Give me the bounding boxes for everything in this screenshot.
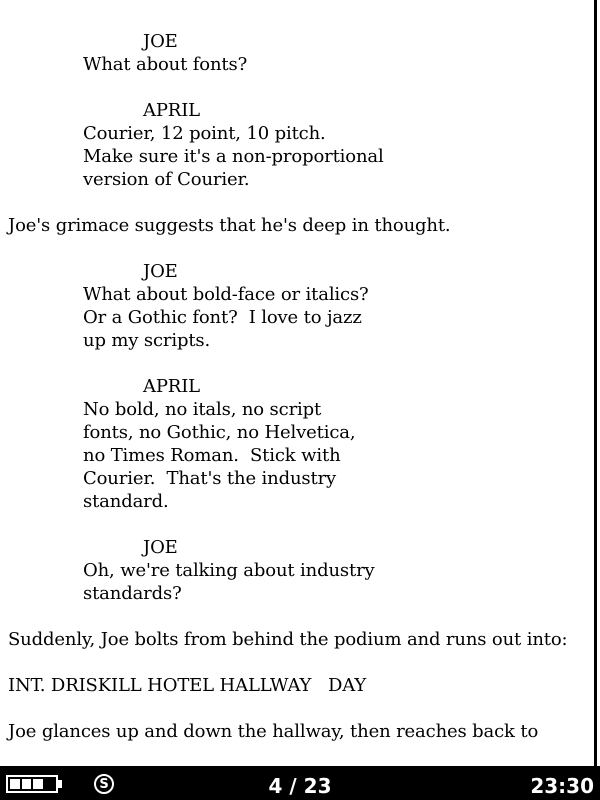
dialogue-line: What about fonts? — [83, 54, 248, 75]
sync-icon[interactable]: S — [94, 774, 114, 794]
dialogue-line: No bold, no itals, no script — [83, 399, 322, 420]
dialogue-line: Or a Gothic font? I love to jazz — [83, 307, 362, 328]
dialogue-line: Courier, 12 point, 10 pitch. — [83, 123, 326, 144]
clock: 23:30 — [530, 774, 594, 798]
dialogue-line: What about bold-face or italics? — [83, 284, 369, 305]
dialogue-line: Courier. That's the industry — [83, 468, 337, 489]
character-name: JOE — [143, 537, 178, 558]
dialogue-line: version of Courier. — [83, 169, 250, 190]
character-name: JOE — [143, 31, 178, 52]
character-name: APRIL — [143, 100, 200, 121]
character-name: JOE — [143, 261, 178, 282]
page-indicator[interactable]: 4 / 23 — [268, 774, 332, 798]
dialogue-line: standard. — [83, 491, 169, 512]
character-name: APRIL — [143, 376, 200, 397]
dialogue-line: up my scripts. — [83, 330, 211, 351]
action-line: Joe glances up and down the hallway, then reaches back to — [8, 721, 539, 742]
scene-heading: INT. DRISKILL HOTEL HALLWAY DAY — [8, 675, 367, 696]
dialogue-line: no Times Roman. Stick with — [83, 445, 341, 466]
dialogue-line: fonts, no Gothic, no Helvetica, — [83, 422, 356, 443]
dialogue-line: standards? — [83, 583, 182, 604]
dialogue-line: Make sure it's a non-proportional — [83, 146, 384, 167]
action-line: Suddenly, Joe bolts from behind the podium and runs out into: — [8, 629, 568, 650]
action-line: Joe's grimace suggests that he's deep in thought. — [8, 215, 451, 236]
dialogue-line: Oh, we're talking about industry — [83, 560, 375, 581]
status-bar — [0, 766, 600, 800]
